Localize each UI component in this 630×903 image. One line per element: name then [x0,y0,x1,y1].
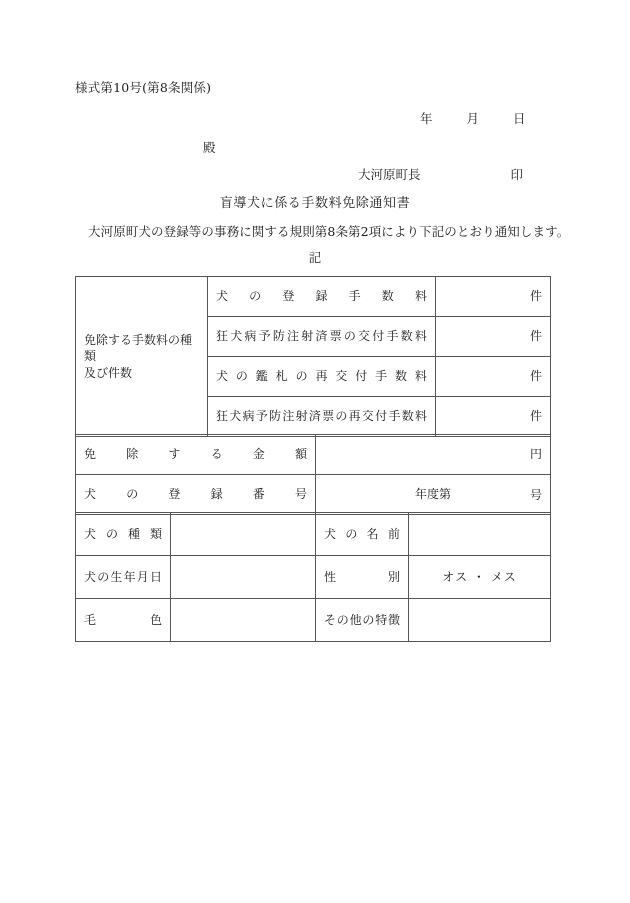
form-code: 様式第10号(第8条関係) [75,80,212,95]
date-day: 日 [512,111,526,126]
dog-label-sex: 性 別 [324,569,400,584]
dog-label-cell [316,556,409,599]
dog-label-cell [76,599,171,642]
regno-label-cell [76,475,316,515]
amount-unit: 円 [529,447,542,462]
amount-label: 免 除 す る 金 額 [84,447,307,462]
dog-label-coatcolor: 毛 色 [84,612,162,627]
dog-value-birthdate[interactable] [171,556,316,599]
amount-value-cell[interactable] [316,435,551,475]
dog-label-cell [316,513,409,556]
dog-value-name[interactable] [409,513,551,556]
dog-detail-table [75,512,551,642]
date-line [420,109,525,127]
issuer-name: 大河原町長 [358,167,421,182]
dog-value-coatcolor[interactable] [171,599,316,642]
fee-name-2: 犬 の 鑑 札 の 再 交 付 手 数 料 [216,369,427,384]
seal-mark: 印 [510,167,523,182]
dog-label-cell [76,556,171,599]
amount-label-cell [76,435,316,475]
dog-label-birthdate: 犬 の 生 年 月 日 [84,569,162,584]
dog-label-breed: 犬 の 種 類 [84,526,162,541]
dog-label-name: 犬 の 名 前 [324,526,400,541]
date-year: 年 [420,111,433,126]
fee-name-cell [208,277,436,317]
fee-unit-2[interactable]: 件 [436,357,551,397]
table-row [76,513,551,556]
document-title: 盲導犬に係る手数料免除通知書 [219,196,411,211]
dog-label-other: そ の 他 の 特 徴 [324,612,400,627]
body-text: 大河原町犬の登録等の事務に関する規則第8条第2項により下記のとおり通知します。 [88,224,570,239]
fee-section-label-line2: 及び件数 [84,365,133,380]
fee-name-1: 狂 犬 病 予 防 注 射 済 票 の 交 付 手 数 料 [216,329,427,344]
dog-value-breed[interactable] [171,513,316,556]
regno-prefix: 年度第 [414,487,451,502]
fee-unit-0[interactable]: 件 [436,277,551,317]
date-month: 月 [466,111,479,126]
table-row [76,277,551,317]
issuer-line [358,165,523,183]
fee-name-cell [208,317,436,357]
regno-suffix: 号 [529,487,542,502]
fee-section-label [76,277,208,437]
regno-label: 犬 の 登 録 番 号 [84,487,307,502]
regno-value-cell[interactable] [316,475,551,515]
dog-value-other[interactable] [409,599,551,642]
amount-regno-table [75,434,551,515]
fee-name-cell [208,357,436,397]
table-row [76,556,551,599]
table-row [76,599,551,642]
fee-name-3: 狂 犬 病 予 防 注 射 済 票 の 再 交 付 手 数 料 [216,409,427,424]
fee-table [75,276,551,437]
dog-label-cell [76,513,171,556]
addressee-honorific: 殿 [203,140,216,155]
table-row [76,435,551,475]
fee-unit-3[interactable]: 件 [436,397,551,437]
dog-label-cell [316,599,409,642]
dog-value-sex[interactable]: オス ・ メス [409,556,551,599]
fee-name-cell [208,397,436,437]
fee-section-label-line1: 免除する手数料の種類 [84,333,193,364]
table-row [76,475,551,515]
fee-name-0: 犬 の 登 録 手 数 料 [216,289,427,304]
fee-unit-1[interactable]: 件 [436,317,551,357]
ki-mark: 記 [308,250,322,265]
